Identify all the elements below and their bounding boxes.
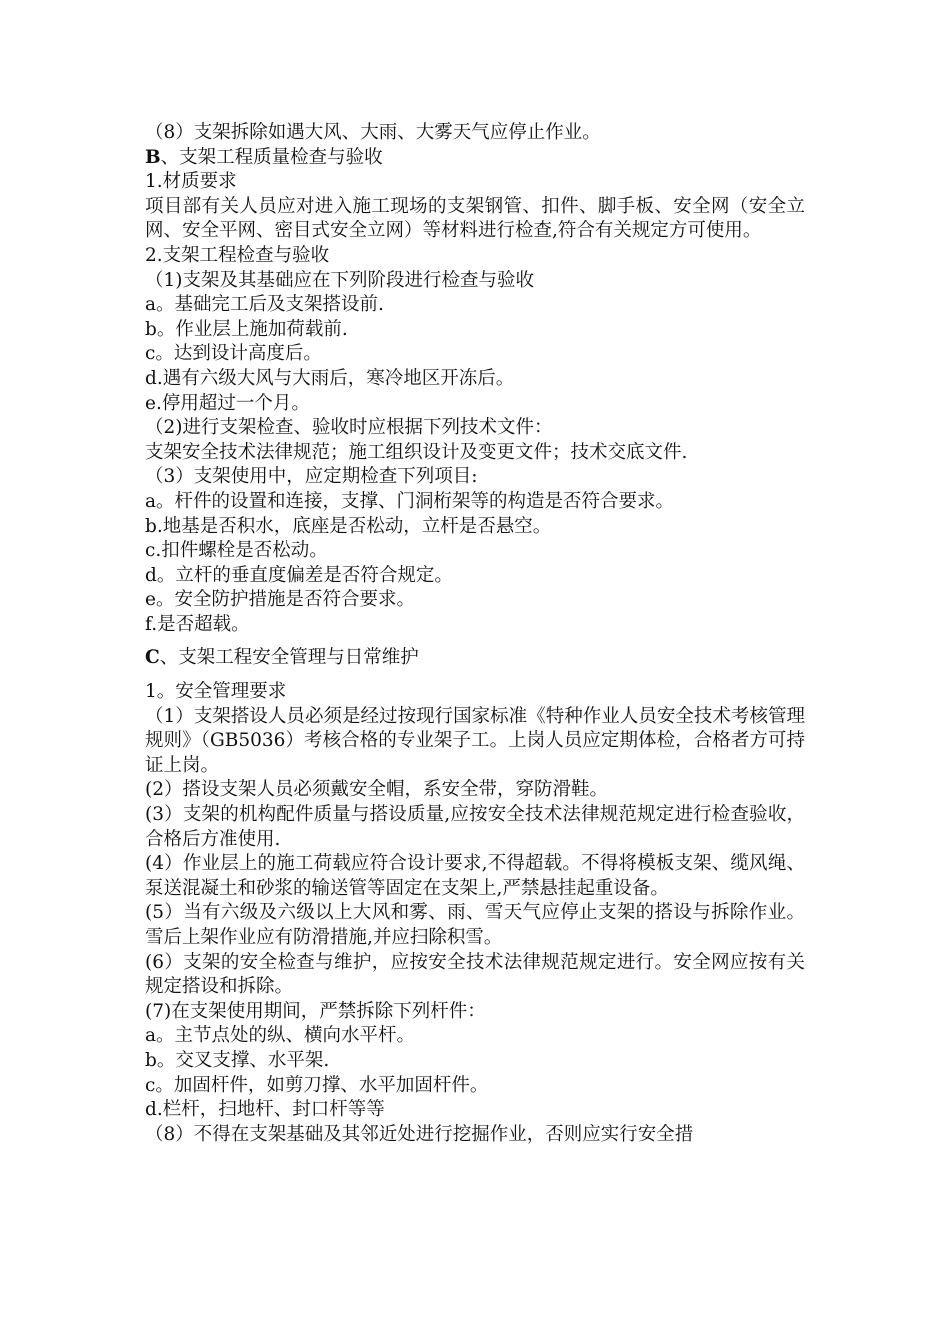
paragraph — [145, 803, 805, 852]
paragraph-text: 1。安全管理要求 — [145, 681, 287, 703]
paragraph — [145, 705, 805, 779]
paragraph — [145, 367, 805, 392]
paragraph-text: (6）支架的安全检查与维护，应按安全技术法律规范规定进行。安全网应按有关规定搭设和拆除。 — [145, 951, 805, 998]
paragraph-text: (4）作业层上的施工荷载应符合设计要求,不得超载。不得将模板支架、缆风绳、泵送混凝土和砂浆的输送管等固定在支架上,严禁悬挂起重设备。 — [145, 853, 805, 899]
paragraph-spacer — [145, 671, 805, 680]
paragraph — [145, 852, 805, 901]
paragraph-text: （1）支架搭设人员必须是经过按现行国家标准《特种作业人员安全技术考核管理规则》（GB5036）考核合格的专业架子工。上岗人员应定期体检，合格者方可持证上岗。 — [145, 705, 805, 776]
paragraph — [145, 1049, 805, 1074]
paragraph — [145, 1000, 805, 1025]
paragraph-text: (5）当有六级及六级以上大风和雾、雨、雪天气应停止支架的搭设与拆除作业。雪后上架作业应有防滑措施,并应扫除积雪。 — [145, 902, 805, 948]
paragraph — [145, 490, 805, 515]
paragraph-text: d.遇有六级大风与大雨后，寒冷地区开冻后。 — [145, 367, 515, 389]
paragraph — [145, 121, 805, 146]
paragraph-text: （8）不得在支架基础及其邻近处进行挖掘作业，否则应实行安全措 — [145, 1123, 694, 1145]
paragraph — [145, 441, 805, 466]
paragraph-text: c.扣件螺栓是否松动。 — [145, 540, 328, 562]
paragraph-text: e.停用超过一个月。 — [145, 392, 310, 414]
paragraph — [145, 342, 805, 367]
paragraph — [145, 588, 805, 613]
paragraph-text: f.是否超载。 — [145, 613, 250, 635]
paragraph — [145, 244, 805, 269]
paragraph — [145, 170, 805, 195]
paragraph — [145, 539, 805, 564]
document-body — [145, 121, 805, 1147]
paragraph-text: （1)支架及其基础应在下列阶段进行检查与验收 — [145, 269, 534, 291]
section-letter: B — [145, 146, 161, 168]
paragraph-text: （3）支架使用中，应定期检查下列项目: — [145, 466, 478, 488]
paragraph — [145, 613, 805, 638]
paragraph — [145, 564, 805, 589]
paragraph-text: (3）支架的机构配件质量与搭设质量,应按安全技术法律规范规定进行检查验收，合格后方准使用. — [145, 804, 805, 850]
paragraph — [145, 416, 805, 441]
paragraph — [145, 1123, 805, 1148]
paragraph-text: 1.材质要求 — [145, 171, 237, 193]
paragraph-text: a。基础完工后及支架搭设前. — [145, 294, 384, 316]
paragraph-text: （2)进行支架检查、验收时应根据下列技术文件： — [145, 417, 553, 439]
paragraph-text: c。加固杆件，如剪刀撑、水平加固杆件。 — [145, 1074, 489, 1096]
paragraph — [145, 269, 805, 294]
paragraph — [145, 293, 805, 318]
paragraph-text: 、支架工程质量检查与验收 — [160, 146, 383, 168]
paragraph — [145, 1098, 805, 1123]
paragraph-text: 2.支架工程检查与验收 — [145, 244, 330, 266]
paragraph — [145, 1074, 805, 1099]
paragraph-text: (7)在支架使用期间，严禁拆除下列杆件： — [145, 1000, 486, 1022]
paragraph-text: 、支架工程安全管理与日常维护 — [159, 647, 419, 669]
paragraph — [145, 392, 805, 417]
paragraph — [145, 146, 805, 171]
paragraph-text: （8）支架拆除如遇大风、大雨、大雾天气应停止作业。 — [145, 122, 601, 143]
paragraph — [145, 646, 805, 671]
paragraph-text: 支架安全技术法律规范；施工组织设计及变更文件；技术交底文件. — [145, 441, 688, 463]
paragraph-text: a。杆件的设置和连接，支撑、门洞桁架等的构造是否符合要求。 — [145, 490, 675, 512]
paragraph-text: (2）搭设支架人员必须戴安全帽，系安全带，穿防滑鞋。 — [145, 779, 608, 801]
paragraph-text: b.地基是否积水，底座是否松动，立杆是否悬空。 — [145, 515, 552, 537]
paragraph — [145, 901, 805, 950]
paragraph — [145, 195, 805, 244]
paragraph-text: d.栏杆，扫地杆、封口杆等等 — [145, 1099, 385, 1121]
paragraph — [145, 318, 805, 343]
paragraph — [145, 465, 805, 490]
section-letter: C — [145, 647, 160, 669]
paragraph — [145, 680, 805, 705]
paragraph-text: e。安全防护措施是否符合要求。 — [145, 589, 415, 611]
paragraph-text: c。达到设计高度后。 — [145, 343, 322, 365]
paragraph — [145, 951, 805, 1000]
paragraph-spacer — [145, 637, 805, 646]
paragraph — [145, 1024, 805, 1049]
paragraph-text: 项目部有关人员应对进入施工现场的支架钢管、扣件、脚手板、安全网（安全立网、安全平网、密目式安全立网）等材料进行检查,符合有关规定方可使用。 — [145, 195, 805, 242]
paragraph — [145, 515, 805, 540]
paragraph-text: d。立杆的垂直度偏差是否符合规定。 — [145, 564, 453, 586]
paragraph-text: a。主节点处的纵、横向水平杆。 — [145, 1025, 416, 1047]
paragraph — [145, 778, 805, 803]
paragraph-text: b。交叉支撑、水平架. — [145, 1049, 330, 1071]
paragraph-text: b。作业层上施加荷载前. — [145, 318, 348, 340]
